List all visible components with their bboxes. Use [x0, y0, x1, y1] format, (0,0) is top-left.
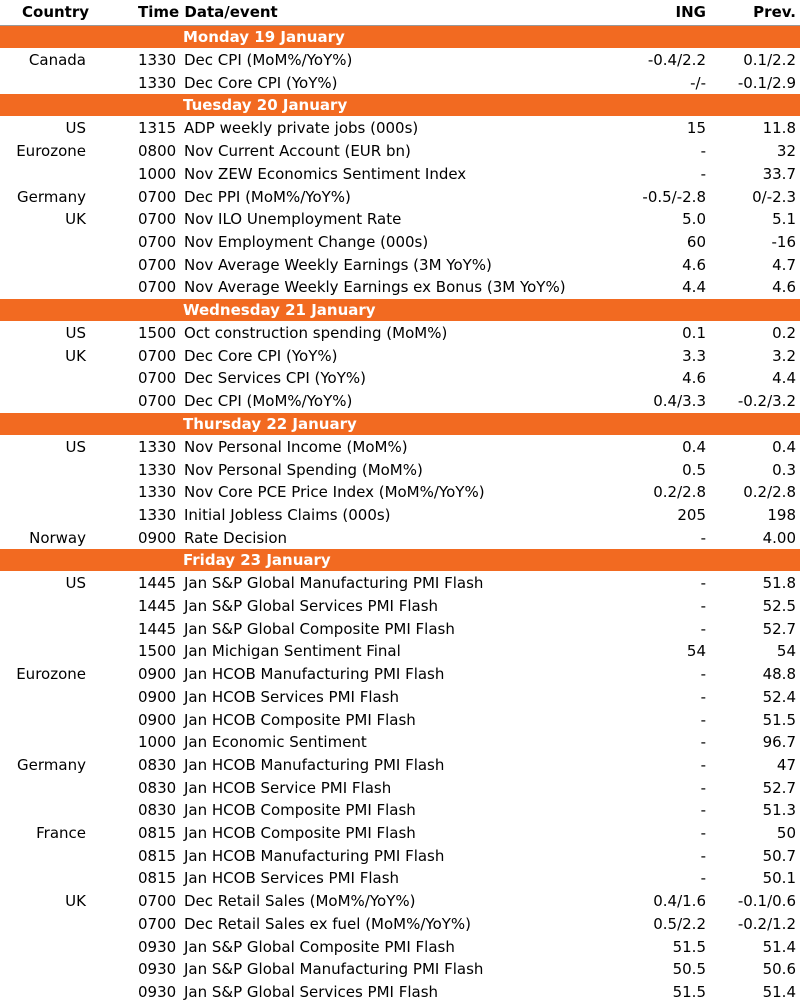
cell-ing-forecast: -: [700, 665, 706, 684]
table-row: [0, 822, 800, 845]
cell-event: Rate Decision: [184, 528, 288, 547]
cell-time: 0930: [138, 982, 177, 1001]
cell-ing-forecast: -: [700, 597, 706, 615]
table-row: [0, 504, 800, 527]
cell-time: 0700: [138, 914, 177, 933]
cell-event: Jan Economic Sentiment: [184, 733, 367, 752]
cell-previous: 4.4: [772, 369, 796, 388]
cell-time: 0815: [138, 846, 177, 865]
cell-time: 0830: [138, 755, 177, 774]
cell-previous: -16: [771, 232, 796, 251]
cell-previous: 48.8: [762, 665, 796, 684]
table-row: [0, 867, 800, 890]
day-header: [0, 94, 800, 116]
cell-country: UK: [65, 892, 86, 911]
cell-event: Jan Michigan Sentiment Final: [184, 642, 401, 661]
table-row: [0, 890, 800, 913]
table-row: [0, 163, 800, 186]
cell-event: Nov Average Weekly Earnings ex Bonus (3M YoY%): [184, 278, 566, 297]
table-row: [0, 913, 800, 936]
cell-previous: 0.3: [772, 460, 796, 479]
cell-ing-forecast: -: [700, 164, 706, 183]
cell-ing-forecast: -: [700, 574, 706, 593]
cell-time: 0700: [138, 892, 177, 911]
day-title: Tuesday 20 January: [183, 96, 348, 115]
cell-time: 0815: [138, 869, 177, 888]
cell-time: 0700: [138, 210, 177, 229]
cell-time: 0700: [138, 187, 177, 206]
cell-ing-forecast: 0.2/2.8: [653, 483, 706, 502]
day-title: Thursday 22 January: [183, 414, 357, 433]
cell-previous: 4.7: [772, 255, 796, 274]
table-row: [0, 640, 800, 663]
cell-time: 1330: [138, 505, 177, 524]
cell-time: 0700: [138, 392, 177, 411]
cell-previous: 0.2/2.8: [743, 483, 796, 502]
cell-ing-forecast: -: [700, 528, 706, 547]
cell-event: Dec PPI (MoM%/YoY%): [184, 187, 351, 206]
day-header: [0, 26, 800, 48]
cell-event: Nov Core PCE Price Index (MoM%/YoY%): [184, 483, 485, 502]
cell-previous: 50.1: [762, 869, 796, 888]
cell-time: 0900: [138, 710, 177, 729]
table-header: [0, 0, 800, 24]
cell-country: US: [65, 324, 86, 342]
cell-country: France: [36, 824, 86, 842]
table-row: [0, 754, 800, 777]
cell-previous: 52.5: [762, 597, 796, 615]
cell-previous: 33.7: [762, 164, 796, 183]
header-ing: ING: [675, 3, 706, 21]
cell-previous: 51.4: [762, 982, 796, 1001]
cell-time: 1445: [138, 574, 177, 593]
cell-previous: 50.6: [762, 960, 796, 979]
cell-previous: -0.1/0.6: [737, 892, 796, 911]
table-row: [0, 845, 800, 868]
cell-event: Oct construction spending (MoM%): [184, 324, 448, 342]
cell-time: 1330: [138, 483, 177, 502]
cell-previous: 0.1/2.2: [743, 51, 796, 69]
cell-time: 1000: [138, 733, 177, 752]
cell-time: 1500: [138, 324, 177, 342]
cell-time: 0830: [138, 778, 177, 797]
table-row: [0, 777, 800, 800]
cell-previous: 50.7: [762, 846, 796, 865]
cell-ing-forecast: -: [700, 733, 706, 752]
cell-ing-forecast: 51.5: [672, 982, 706, 1001]
cell-ing-forecast: 4.6: [682, 369, 706, 388]
table-row: [0, 731, 800, 754]
cell-time: 1000: [138, 164, 177, 183]
table-row: [0, 186, 800, 209]
cell-ing-forecast: 4.6: [682, 255, 706, 274]
cell-time: 0700: [138, 346, 177, 365]
cell-country: US: [65, 119, 86, 138]
cell-time: 1330: [138, 437, 177, 456]
table-row: [0, 117, 800, 140]
cell-previous: 52.7: [762, 619, 796, 638]
cell-time: 0700: [138, 232, 177, 251]
cell-previous: 51.4: [762, 937, 796, 956]
cell-previous: 51.5: [762, 710, 796, 729]
cell-event: Jan HCOB Manufacturing PMI Flash: [184, 665, 445, 684]
cell-previous: -0.1/2.9: [737, 73, 796, 92]
table-row: [0, 799, 800, 822]
cell-event: Jan S&P Global Composite PMI Flash: [184, 937, 455, 956]
cell-ing-forecast: -: [700, 869, 706, 888]
cell-ing-forecast: 0.1: [682, 324, 706, 342]
cell-country: Canada: [28, 51, 86, 69]
cell-event: Nov Personal Income (MoM%): [184, 437, 408, 456]
cell-ing-forecast: 51.5: [672, 937, 706, 956]
cell-ing-forecast: 0.5/2.2: [653, 914, 706, 933]
cell-previous: 47: [776, 755, 796, 774]
cell-event: Jan HCOB Manufacturing PMI Flash: [184, 755, 445, 774]
cell-event: Jan HCOB Services PMI Flash: [184, 869, 400, 888]
table-row: [0, 436, 800, 459]
cell-time: 1330: [138, 51, 177, 69]
cell-previous: -0.2/3.2: [737, 392, 796, 411]
cell-previous: -0.2/1.2: [737, 914, 796, 933]
table-row: [0, 981, 800, 1004]
cell-ing-forecast: -: [700, 801, 706, 820]
cell-country: Norway: [29, 528, 86, 547]
day-header: [0, 299, 800, 321]
cell-event: ADP weekly private jobs (000s): [184, 119, 419, 138]
table-row: [0, 49, 800, 72]
cell-country: Eurozone: [16, 665, 86, 684]
cell-time: 0700: [138, 278, 177, 297]
cell-event: Jan HCOB Composite PMI Flash: [184, 824, 416, 842]
cell-time: 0700: [138, 369, 177, 388]
table-row: [0, 72, 800, 95]
cell-ing-forecast: 15: [686, 119, 706, 138]
cell-time: 0700: [138, 255, 177, 274]
cell-event: Nov Personal Spending (MoM%): [184, 460, 423, 479]
cell-event: Jan S&P Global Services PMI Flash: [184, 982, 439, 1001]
cell-time: 1500: [138, 642, 177, 661]
cell-country: Eurozone: [16, 142, 86, 161]
header-country: Country: [22, 3, 90, 21]
cell-previous: 0/-2.3: [752, 187, 796, 206]
table-row: [0, 345, 800, 368]
cell-country: US: [65, 437, 86, 456]
cell-previous: 5.1: [772, 210, 796, 229]
cell-time: 1315: [138, 119, 177, 138]
cell-ing-forecast: 0.5: [682, 460, 706, 479]
cell-country: UK: [65, 346, 86, 365]
cell-ing-forecast: 3.3: [682, 346, 706, 365]
cell-event: Nov Current Account (EUR bn): [184, 142, 411, 161]
cell-ing-forecast: -: [700, 778, 706, 797]
cell-event: Dec Services CPI (YoY%): [184, 369, 366, 388]
table-row: [0, 663, 800, 686]
cell-time: 0830: [138, 801, 177, 820]
cell-event: Jan HCOB Manufacturing PMI Flash: [184, 846, 445, 865]
cell-previous: 52.7: [762, 778, 796, 797]
cell-country: Germany: [17, 755, 86, 774]
cell-time: 0815: [138, 824, 177, 842]
cell-event: Nov Average Weekly Earnings (3M YoY%): [184, 255, 492, 274]
cell-ing-forecast: -: [700, 755, 706, 774]
cell-country: Germany: [17, 187, 86, 206]
cell-time: 1445: [138, 597, 177, 615]
cell-event: Nov ZEW Economics Sentiment Index: [184, 164, 467, 183]
cell-time: 0930: [138, 960, 177, 979]
cell-event: Dec CPI (MoM%/YoY%): [184, 51, 353, 69]
cell-ing-forecast: -: [700, 710, 706, 729]
table-row: [0, 618, 800, 641]
cell-ing-forecast: -: [700, 687, 706, 706]
cell-country: US: [65, 574, 86, 593]
day-header: [0, 413, 800, 435]
cell-event: Jan HCOB Composite PMI Flash: [184, 710, 416, 729]
cell-time: 0800: [138, 142, 177, 161]
table-row: [0, 208, 800, 231]
cell-ing-forecast: -: [700, 619, 706, 638]
cell-event: Dec Core CPI (YoY%): [184, 73, 338, 92]
day-title: Friday 23 January: [183, 551, 331, 570]
cell-previous: 52.4: [762, 687, 796, 706]
cell-event: Jan S&P Global Composite PMI Flash: [184, 619, 455, 638]
cell-ing-forecast: 60: [686, 232, 706, 251]
table-row: [0, 936, 800, 959]
cell-ing-forecast: -0.5/-2.8: [642, 187, 706, 206]
table-row: [0, 231, 800, 254]
cell-previous: 4.00: [762, 528, 796, 547]
cell-event: Dec CPI (MoM%/YoY%): [184, 392, 353, 411]
cell-event: Jan HCOB Service PMI Flash: [184, 778, 392, 797]
table-row: [0, 459, 800, 482]
cell-event: Dec Retail Sales ex fuel (MoM%/YoY%): [184, 914, 472, 933]
table-row: [0, 709, 800, 732]
table-row: [0, 390, 800, 413]
cell-previous: 51.8: [762, 574, 796, 593]
cell-ing-forecast: 54: [686, 642, 706, 661]
cell-event: Nov Employment Change (000s): [184, 232, 429, 251]
cell-time: 1330: [138, 460, 177, 479]
cell-event: Initial Jobless Claims (000s): [184, 505, 391, 524]
cell-previous: 198: [767, 505, 796, 524]
cell-previous: 54: [776, 642, 796, 661]
cell-time: 0900: [138, 687, 177, 706]
cell-ing-forecast: -/-: [690, 73, 706, 92]
table-row: [0, 686, 800, 709]
cell-previous: 0.4: [772, 437, 796, 456]
cell-country: UK: [65, 210, 86, 229]
table-row: [0, 481, 800, 504]
cell-ing-forecast: -: [700, 142, 706, 161]
table-row: [0, 254, 800, 277]
cell-previous: 4.6: [772, 278, 796, 297]
table-row: [0, 140, 800, 163]
cell-ing-forecast: -: [700, 824, 706, 842]
table-row: [0, 322, 800, 345]
table-row: [0, 572, 800, 595]
cell-ing-forecast: 0.4/3.3: [653, 392, 706, 411]
day-title: Monday 19 January: [183, 28, 345, 46]
cell-event: Jan HCOB Composite PMI Flash: [184, 801, 416, 820]
cell-previous: 32: [776, 142, 796, 161]
cell-previous: 51.3: [762, 801, 796, 820]
cell-ing-forecast: -: [700, 846, 706, 865]
cell-event: Dec Core CPI (YoY%): [184, 346, 338, 365]
cell-event: Nov ILO Unemployment Rate: [184, 210, 402, 229]
cell-previous: 3.2: [772, 346, 796, 365]
cell-previous: 50: [776, 824, 796, 842]
cell-ing-forecast: 205: [677, 505, 706, 524]
cell-previous: 0.2: [772, 324, 796, 342]
cell-event: Jan HCOB Services PMI Flash: [184, 687, 400, 706]
cell-time: 0900: [138, 528, 177, 547]
cell-time: 1445: [138, 619, 177, 638]
day-header: [0, 549, 800, 571]
cell-time: 0900: [138, 665, 177, 684]
cell-previous: 11.8: [762, 119, 796, 138]
day-title: Wednesday 21 January: [183, 301, 376, 319]
cell-ing-forecast: 0.4/1.6: [653, 892, 706, 911]
cell-event: Jan S&P Global Manufacturing PMI Flash: [184, 960, 484, 979]
table-row: [0, 958, 800, 981]
cell-event: Jan S&P Global Services PMI Flash: [184, 597, 439, 615]
table-row: [0, 367, 800, 390]
header-prev: Prev.: [753, 3, 796, 21]
cell-ing-forecast: 50.5: [672, 960, 706, 979]
header-time-event: Time Data/event: [138, 3, 278, 21]
table-row: [0, 527, 800, 550]
cell-ing-forecast: 5.0: [682, 210, 706, 229]
cell-time: 1330: [138, 73, 177, 92]
cell-event: Jan S&P Global Manufacturing PMI Flash: [184, 574, 484, 593]
cell-time: 0930: [138, 937, 177, 956]
cell-previous: 96.7: [762, 733, 796, 752]
cell-ing-forecast: -0.4/2.2: [647, 51, 706, 69]
cell-event: Dec Retail Sales (MoM%/YoY%): [184, 892, 416, 911]
table-row: [0, 276, 800, 299]
table-row: [0, 595, 800, 618]
cell-ing-forecast: 4.4: [682, 278, 706, 297]
cell-ing-forecast: 0.4: [682, 437, 706, 456]
